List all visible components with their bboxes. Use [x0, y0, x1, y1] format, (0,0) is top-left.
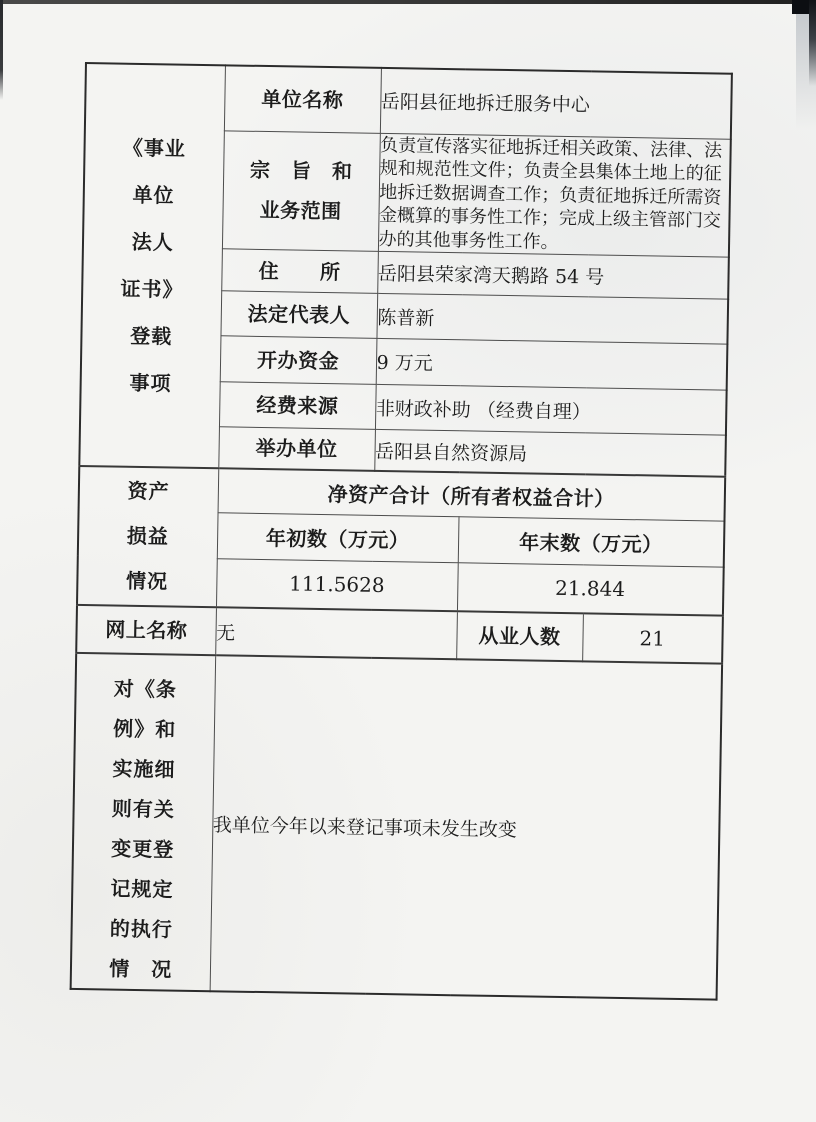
legal-representative-value: 陈普新: [376, 293, 728, 344]
opening-capital-value: 9 万元: [376, 338, 728, 390]
organizer-label: 举办单位: [218, 427, 375, 471]
scan-edge-right-sliver: [809, 0, 816, 86]
purpose-scope-label: 宗 旨 和 业务范围: [222, 130, 380, 251]
compliance-statement-value: 我单位今年以来登记事项未发生改变: [210, 655, 723, 999]
unit-name-value: 岳阳县征地拆迁服务中心: [380, 68, 732, 139]
certificate-side-label: [79, 63, 225, 468]
funding-source-label: 经费来源: [219, 382, 376, 430]
document-body: [70, 62, 733, 1001]
year-end-header: 年末数（万元）: [458, 516, 725, 566]
organizer-value: 岳阳县自然资源局: [374, 429, 726, 476]
year-start-value: 111.5628: [216, 558, 458, 611]
opening-capital-label: 开办资金: [220, 336, 377, 385]
assets-side-label-text: 资产 损益 情况: [125, 478, 170, 594]
address-value: 岳阳县荣家湾天鹅路 54 号: [377, 251, 729, 299]
compliance-side-label: [71, 653, 216, 991]
purpose-scope-value: 负责宣传落实征地拆迁相关政策、法律、法规和规范性文件；负责全县集体土地上的征地拆迁数据调查工作；负责征地拆迁所需资金概算的事务性工作；完成上级主管部门交办的其他事务性工作。: [378, 133, 731, 257]
online-name-label: 网上名称: [76, 605, 216, 655]
year-end-value: 21.844: [457, 562, 724, 615]
net-assets-header: 净资产合计（所有者权益合计）: [218, 468, 726, 520]
year-start-header: 年初数（万元）: [217, 512, 459, 562]
online-name-value: 无: [215, 607, 457, 659]
unit-name-label: 单位名称: [224, 65, 381, 133]
compliance-side-label-text: 对《条 例》和 实施细 则有关 变更登 记规定 的执行 情 况: [109, 676, 178, 982]
staff-count-label: 从业人数: [456, 611, 583, 661]
scan-edge-top: [0, 0, 816, 4]
scan-edge-left-sliver: [0, 0, 3, 100]
legal-representative-label: 法定代表人: [220, 291, 377, 339]
staff-count-value: 21: [582, 613, 723, 663]
address-label: 住 所: [221, 249, 378, 294]
certificate-side-label-text: 《事业 单位 法人 证书》 登载 事项: [120, 135, 187, 395]
registration-form-table: [70, 62, 733, 1001]
funding-source-value: 非财政补助 （经费自理）: [375, 384, 727, 435]
assets-side-label: [77, 466, 218, 607]
